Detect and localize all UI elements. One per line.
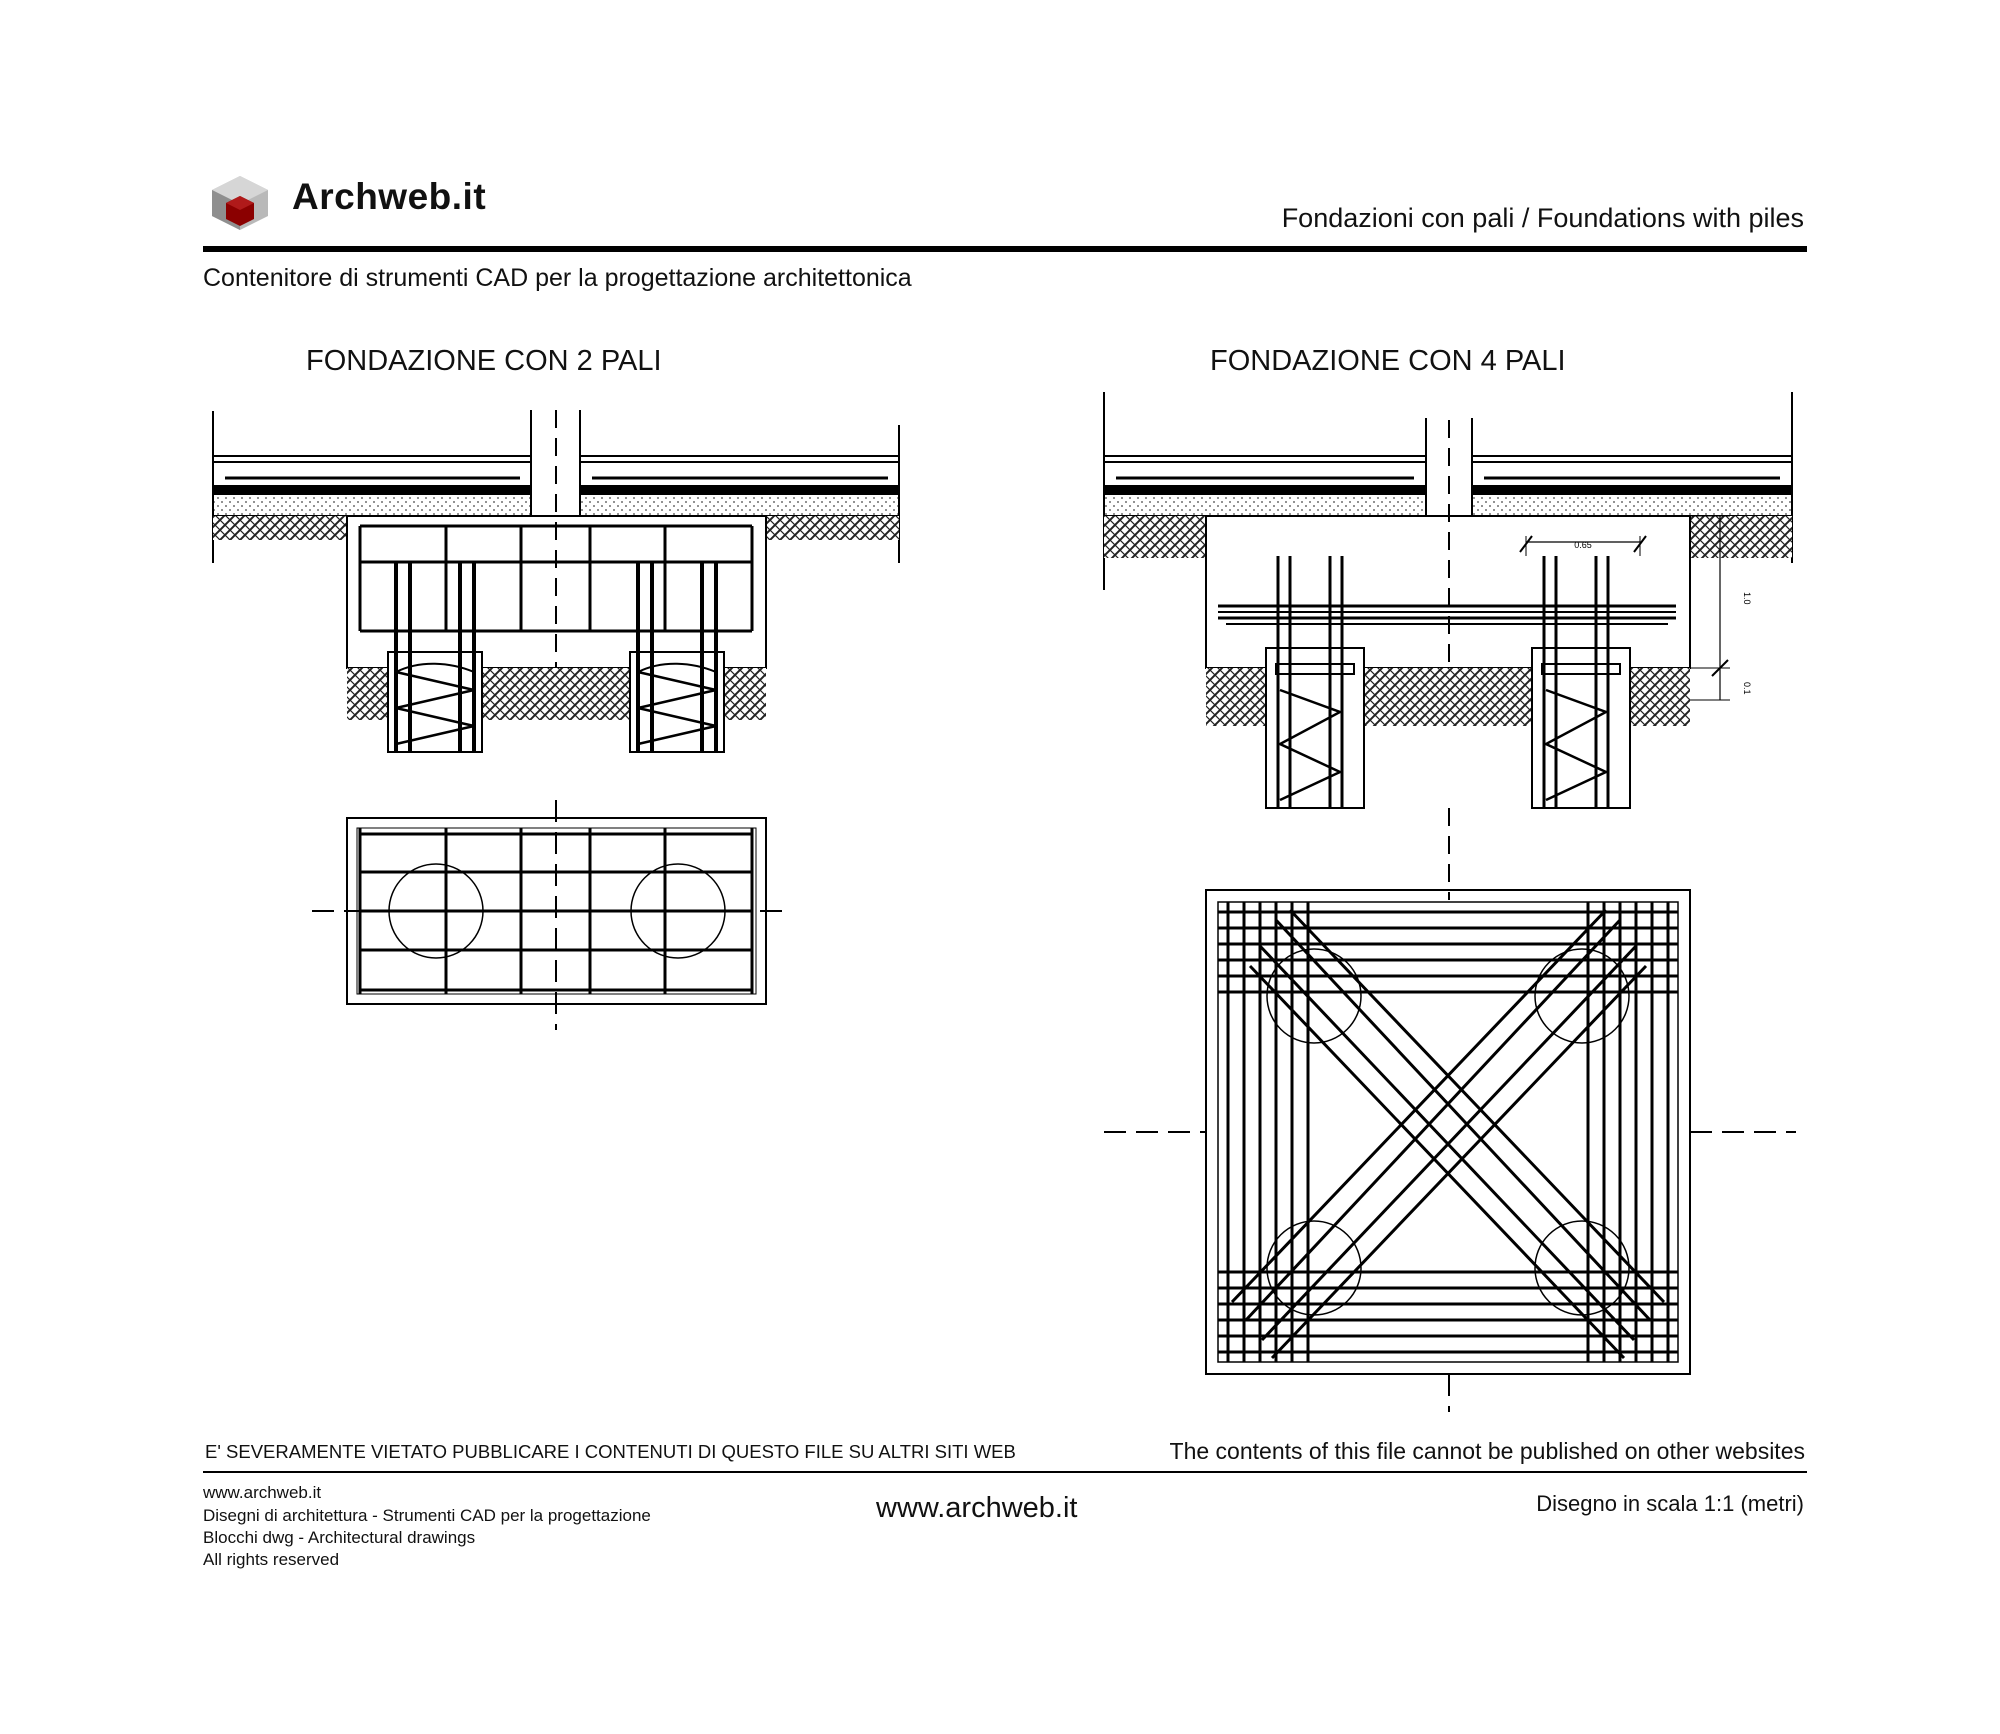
website-url[interactable]: www.archweb.it bbox=[876, 1492, 1078, 1524]
right-section-view bbox=[1104, 392, 1792, 900]
footer-divider bbox=[203, 1471, 1807, 1473]
credit-line: All rights reserved bbox=[203, 1550, 340, 1569]
dimension-width-label: 0.65 bbox=[1574, 540, 1592, 550]
document-title: Fondazioni con pali / Foundations with piles bbox=[1281, 203, 1804, 233]
credit-line: www.archweb.it bbox=[203, 1483, 322, 1502]
dimension-depth-label: 0.1 bbox=[1742, 682, 1752, 695]
right-plan-view bbox=[1104, 890, 1796, 1412]
warning-english: The contents of this file cannot be published on other websites bbox=[1169, 1438, 1805, 1464]
right-drawing-title: FONDAZIONE CON 4 PALI bbox=[1210, 345, 1566, 377]
page-subtitle: Contenitore di strumenti CAD per la progettazione architettonica bbox=[203, 264, 912, 292]
scale-note: Disegno in scala 1:1 (metri) bbox=[1536, 1491, 1804, 1516]
warning-italian: E' SEVERAMENTE VIETATO PUBBLICARE I CONTENUTI DI QUESTO FILE SU ALTRI SITI WEB bbox=[205, 1441, 1016, 1462]
left-plan-view bbox=[312, 800, 792, 1030]
brand-name: Archweb.it bbox=[292, 176, 487, 217]
dimension-height-label: 1.0 bbox=[1742, 592, 1752, 605]
left-section-view bbox=[213, 410, 899, 752]
credit-line: Disegni di architettura - Strumenti CAD per la progettazione bbox=[203, 1506, 651, 1525]
left-drawing-title: FONDAZIONE CON 2 PALI bbox=[306, 345, 662, 377]
credit-line: Blocchi dwg - Architectural drawings bbox=[203, 1528, 476, 1547]
